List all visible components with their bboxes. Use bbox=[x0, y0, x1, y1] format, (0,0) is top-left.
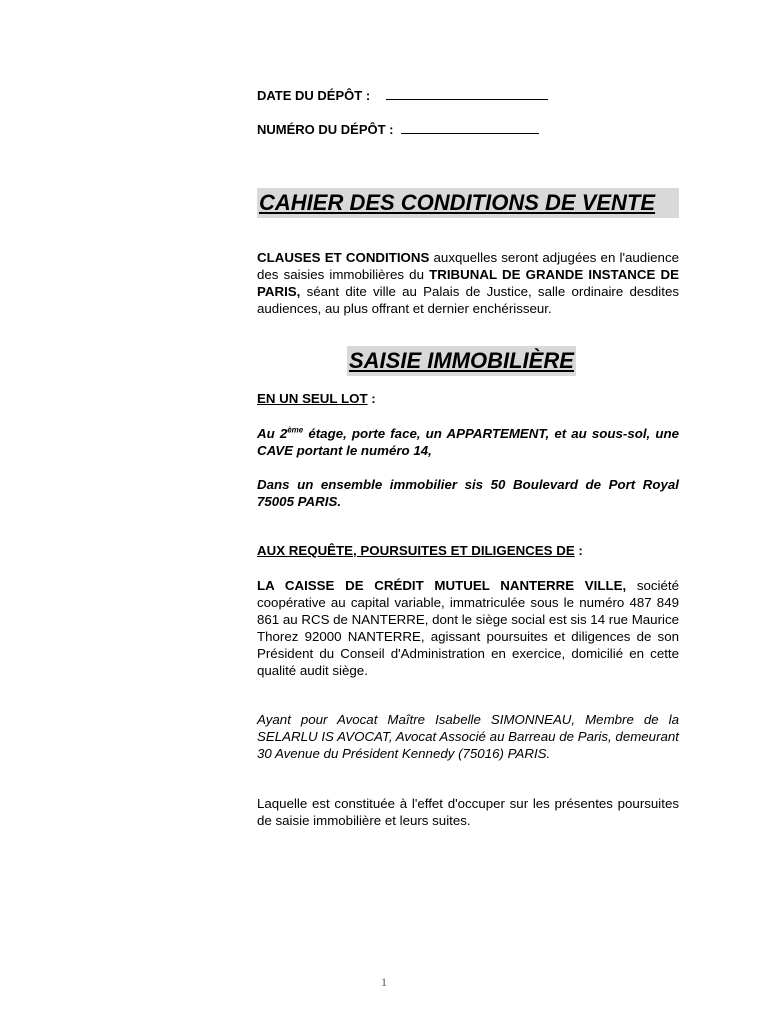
document-page bbox=[257, 0, 679, 1024]
numero-depot-label: NUMÉRO DU DÉPÔT : bbox=[257, 122, 394, 137]
clauses-lead: CLAUSES ET CONDITIONS bbox=[257, 250, 430, 265]
tribunal-name: TRIBUNAL DE GRANDE INSTANCE DE PARIS, bbox=[257, 267, 679, 299]
lot-description bbox=[257, 425, 679, 459]
page-number: 1 bbox=[381, 975, 387, 989]
lot-desc-rest: étage, porte face, un APPARTEMENT, et au sous-sol, une CAVE portant le numéro 14, bbox=[257, 426, 679, 458]
constituee-paragraph: Laquelle est constituée à l'effet d'occuper sur les présentes poursuites de saisie immobilière et leurs suites. bbox=[257, 796, 679, 828]
saisie-title: SAISIE IMMOBILIÈRE bbox=[347, 346, 576, 376]
requete-heading-colon: : bbox=[574, 543, 583, 558]
clauses-text-2: séant dite ville au Palais de Justice, salle ordinaire desdites audiences, au plus offrant et dernier enchérisseur. bbox=[257, 284, 679, 316]
lot-desc-sup: ème bbox=[287, 425, 304, 435]
requete-heading-text: AUX REQUÊTE, POURSUITES ET DILIGENCES DE bbox=[257, 543, 575, 558]
creditor-paragraph bbox=[257, 577, 679, 679]
ensemble-immobilier: Dans un ensemble immobilier sis 50 Boulevard de Port Royal 75005 PARIS. bbox=[257, 477, 679, 509]
creditor-name: LA CAISSE DE CRÉDIT MUTUEL NANTERRE VILLE, bbox=[257, 578, 627, 593]
date-depot-line bbox=[257, 87, 548, 103]
creditor-text: société coopérative au capital variable, immatriculée sous le numéro 487 849 861 au RCS de NANTERRE, dont le siège social est sis 14 rue Maurice Thorez 92000 NANTERRE, agissant poursuites et diligences de son Président du Conseil d'Administration en exercice, domicilié en cette qualité audit siège. bbox=[257, 578, 680, 678]
date-depot-blank bbox=[386, 87, 548, 100]
lot-heading bbox=[257, 391, 376, 406]
lot-desc-prefix: Au 2 bbox=[257, 426, 288, 441]
clauses-paragraph bbox=[257, 249, 679, 317]
lot-heading-colon: : bbox=[367, 391, 376, 406]
avocat-paragraph: Ayant pour Avocat Maître Isabelle SIMONNEAU, Membre de la SELARLU IS AVOCAT, Avocat Associé au Barreau de Paris, demeurant 30 Avenue du Président Kennedy (75016) PARIS. bbox=[257, 712, 679, 761]
lot-heading-text: EN UN SEUL LOT bbox=[257, 391, 368, 406]
numero-depot-blank bbox=[401, 121, 539, 134]
clauses-text-1: auxquelles seront adjugées en l'audience des saisies immobilières du bbox=[257, 250, 679, 282]
date-depot-label: DATE DU DÉPÔT : bbox=[257, 88, 371, 103]
requete-heading bbox=[257, 543, 583, 558]
numero-depot-line bbox=[257, 121, 539, 137]
document-title: CAHIER DES CONDITIONS DE VENTE bbox=[257, 188, 679, 218]
